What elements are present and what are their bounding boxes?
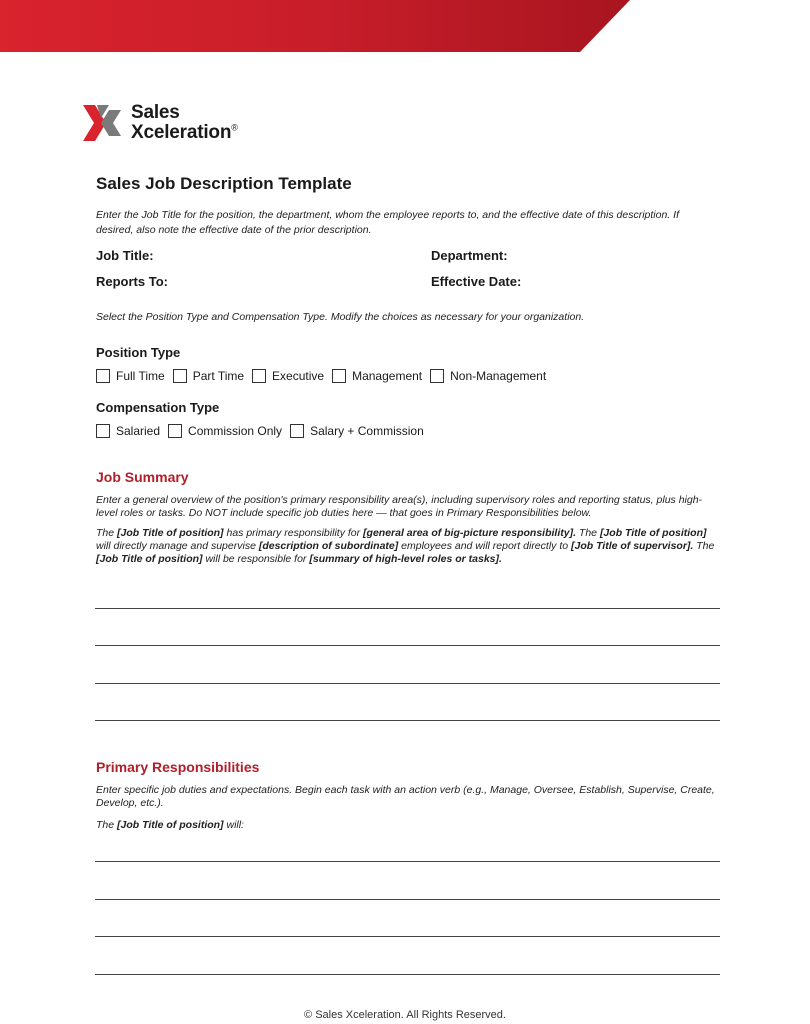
position-type-options <box>96 369 718 383</box>
registered-mark: ® <box>231 122 238 133</box>
checkbox[interactable] <box>332 369 346 383</box>
option-label: Executive <box>272 369 325 383</box>
primary-responsibilities-template-text: The [Job Title of position] will: <box>96 819 244 831</box>
option-label: Management <box>352 369 423 383</box>
job-summary-template-text: The [Job Title of position] has primary responsibility for [general area of big-picture responsibility]. The [Job Title of position] will directly manage and supervise [description of subordinate] employees and will report directly to [Job Title of supervisor]. The [Job Title of position] will be responsible for [summary of high-level roles or tasks]. <box>96 527 715 565</box>
summary-write-line[interactable] <box>95 645 720 646</box>
primary-responsibilities-instruction: Enter specific job duties and expectations. Begin each task with an action verb (e.g., Manage, Oversee, Establish, Supervise, Create, Develop, etc.). <box>96 784 715 809</box>
option-label: Salary + Commission <box>310 424 424 438</box>
job-fields <box>96 248 718 300</box>
x-logo-icon <box>83 105 123 141</box>
compensation-option-salary-commission[interactable] <box>290 424 424 438</box>
compensation-type-heading: Compensation Type <box>96 400 220 415</box>
option-label: Non-Management <box>450 369 547 383</box>
logo-name-line1: Sales <box>131 102 180 123</box>
intro-instruction: Enter the Job Title for the position, the department, whom the employee reports to, and the effective date of this description. If desired, also note the effective date of the prior description. <box>96 209 679 236</box>
compensation-option-salaried[interactable] <box>96 424 160 438</box>
position-type-heading: Position Type <box>96 345 181 360</box>
placeholder-text: [Job Title of position] <box>96 553 203 565</box>
summary-write-line[interactable] <box>95 720 720 721</box>
primary-responsibilities-section <box>96 759 718 832</box>
summary-write-line[interactable] <box>95 608 720 609</box>
department-label: Department: <box>431 248 508 263</box>
position-option-full-time[interactable] <box>96 369 165 383</box>
compensation-type-options <box>96 424 718 438</box>
compensation-option-commission-only[interactable] <box>168 424 282 438</box>
placeholder-text: [description of subordinate] <box>258 540 399 552</box>
select-instruction: Select the Position Type and Compensation Type. Modify the choices as necessary for your organization. <box>96 311 585 323</box>
position-option-part-time[interactable] <box>173 369 244 383</box>
job-title-label: Job Title: <box>96 248 154 263</box>
option-label: Commission Only <box>188 424 283 438</box>
option-label: Full Time <box>116 369 165 383</box>
checkbox[interactable] <box>252 369 266 383</box>
document-title: Sales Job Description Template <box>96 174 352 193</box>
placeholder-text: [Job Title of position] <box>117 819 224 831</box>
checkbox[interactable] <box>290 424 304 438</box>
job-summary-instruction: Enter a general overview of the position's primary responsibility area(s), including supervisory roles and reporting status, plus high-level roles or tasks. Do NOT include specific job duties here — that goes in Primary Responsibilities below. <box>96 494 703 519</box>
checkbox[interactable] <box>430 369 444 383</box>
logo-name-line2: Xceleration <box>131 122 232 143</box>
placeholder-text: [Job Title of position] <box>599 527 707 539</box>
placeholder-text: [summary of high-level roles or tasks]. <box>309 553 502 565</box>
responsibility-write-line[interactable] <box>95 936 720 937</box>
copyright-footer: © Sales Xceleration. All Rights Reserved. <box>304 1009 506 1021</box>
placeholder-text: [Job Title of supervisor]. <box>571 540 694 552</box>
option-label: Salaried <box>116 424 161 438</box>
top-banner <box>0 0 630 52</box>
checkbox[interactable] <box>96 369 110 383</box>
checkbox[interactable] <box>96 424 110 438</box>
position-option-executive[interactable] <box>252 369 324 383</box>
primary-responsibilities-heading: Primary Responsibilities <box>96 759 260 775</box>
placeholder-text: [Job Title of position] <box>117 527 224 539</box>
effective-date-label: Effective Date: <box>431 274 522 289</box>
placeholder-text: [general area of big-picture responsibility]. <box>363 527 576 539</box>
summary-write-line[interactable] <box>95 683 720 684</box>
responsibility-write-line[interactable] <box>95 974 720 975</box>
checkbox[interactable] <box>173 369 187 383</box>
job-summary-heading: Job Summary <box>96 469 189 485</box>
document-body <box>96 174 718 566</box>
reports-to-label: Reports To: <box>96 274 168 289</box>
option-label: Part Time <box>192 369 245 383</box>
responsibility-write-line[interactable] <box>95 861 720 862</box>
position-option-management[interactable] <box>332 369 422 383</box>
position-option-non-management[interactable] <box>430 369 546 383</box>
company-logo <box>83 103 238 142</box>
checkbox[interactable] <box>168 424 182 438</box>
responsibility-write-line[interactable] <box>95 899 720 900</box>
